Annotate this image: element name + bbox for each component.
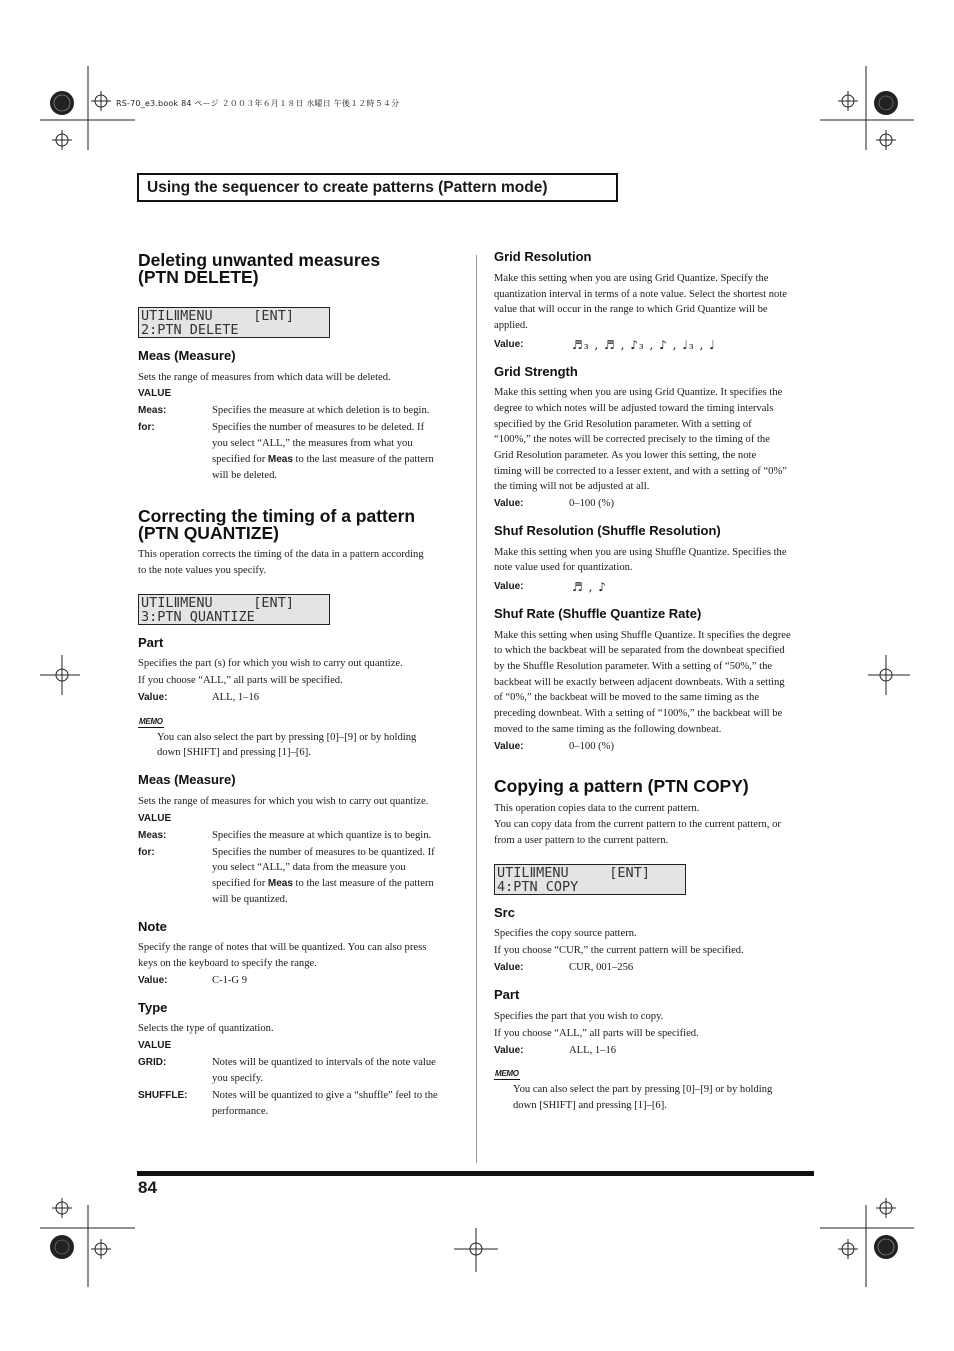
for-val-2: you select “ALL,” the measures from what you [212, 438, 413, 449]
param-heading: Note [138, 919, 167, 934]
for-key: for: [138, 847, 155, 858]
param-desc-4: backbeat will be exactly between adjacent downbeats. With a setting [494, 677, 785, 688]
note-values-icons: ♬ , ♪ [572, 580, 607, 594]
param-desc-3: value that will occur in the range to which Grid Quantize will be [494, 304, 768, 315]
for-val-3c: to the last measure of the pattern [292, 454, 434, 465]
param-desc-2: keys on the keyboard to specify the range. [138, 958, 317, 969]
param-desc-2: If you choose “CUR,” the current pattern will be specified. [494, 945, 744, 956]
lcd-line-1: UTILⅡMENU [ENT] [141, 595, 294, 611]
memo-text-1: You can also select the part by pressing [0]–[9] or by holding [513, 1084, 773, 1095]
meas-ref: Meas [267, 454, 293, 465]
shuffle-key: SHUFFLE: [138, 1090, 188, 1101]
lcd-line-2: 4:PTN COPY [497, 879, 579, 895]
for-val-4: will be quantized. [212, 894, 288, 905]
for-val-2: you select “ALL,” data from the measure you [212, 862, 406, 873]
page-number: 84 [138, 1178, 157, 1197]
section-title: Copying a pattern (PTN COPY) [494, 776, 749, 796]
note-values-icons: ♬₃ , ♬ , ♪₃ , ♪ , ♩₃ , ♩ [572, 338, 716, 352]
section-title-sub: (PTN DELETE) [138, 267, 259, 287]
param-desc-5: Grid Resolution parameter. As you lower this setting, the note [494, 450, 757, 461]
lcd-line-1: UTILⅡMENU [ENT] [141, 308, 294, 324]
section-title-sub: (PTN QUANTIZE) [138, 523, 279, 543]
param-heading: Grid Strength [494, 364, 578, 379]
lcd-display [138, 594, 330, 625]
memo-icon: MEMO [495, 1069, 519, 1078]
value-text: ALL, 1–16 [212, 692, 260, 703]
for-val-1: Specifies the number of measures to be deleted. If [212, 422, 425, 433]
value-text: ALL, 1–16 [569, 1045, 617, 1056]
param-desc-6: preceding downbeat. With a setting of “100%,” the backbeat will be [494, 708, 783, 719]
intro-2: to the note values you specify. [138, 565, 267, 576]
for-val-3a: specified for [212, 454, 268, 465]
param-desc-1: Specifies the part that you wish to copy. [494, 1011, 664, 1022]
value-key: Value: [494, 339, 524, 350]
param-desc-3: by the Shuffle Resolution parameter. With a setting of “50%,” the [494, 661, 773, 672]
intro-3: from a user pattern to the current pattern. [494, 835, 669, 846]
param-desc-1: Make this setting when you are using Shuffle Quantize. Specifies the [494, 547, 787, 558]
param-heading: Grid Resolution [494, 249, 592, 264]
for-key: for: [138, 422, 155, 433]
param-heading: Meas (Measure) [138, 772, 236, 787]
for-val-3 [212, 876, 434, 892]
param-desc-1: Specify the range of notes that will be quantized. You can also press [138, 942, 427, 953]
param-desc-4: applied. [494, 320, 528, 331]
value-label: VALUE [138, 1040, 172, 1051]
value-text: C-1-G 9 [212, 975, 248, 986]
param-desc-2: If you choose “ALL,” all parts will be specified. [494, 1028, 699, 1039]
param-desc-3: specified by the Grid Resolution parameter. With a setting of [494, 419, 752, 430]
memo-text-2: down [SHIFT] and pressing [1]–[6]. [157, 747, 311, 758]
value-text: 0–100 (%) [569, 741, 615, 752]
section-title: Correcting the timing of a pattern [138, 506, 416, 526]
param-desc-1: Specifies the copy source pattern. [494, 928, 637, 939]
meas-key: Meas: [138, 405, 167, 416]
value-key: Value: [138, 692, 168, 703]
meas-val: Specifies the measure at which deletion is to begin. [212, 405, 430, 416]
param-desc: Sets the range of measures for which you wish to carry out quantize. [138, 796, 429, 807]
param-desc-1: Make this setting when you are using Grid Quantize. It specifies the [494, 387, 783, 398]
for-val-3c: to the last measure of the pattern [292, 878, 434, 889]
print-job-header: RS-70_e3.book 84 ページ ２００３年６月１８日 水曜日 午後１２時５４分 [116, 99, 400, 108]
value-label: VALUE [138, 388, 172, 399]
param-desc-2: note value used for quantization. [494, 562, 633, 573]
param-desc-4: “100%,” the notes will be corrected precisely to the timing of the [494, 434, 770, 445]
memo-text-2: down [SHIFT] and pressing [1]–[6]. [513, 1100, 667, 1111]
meas-key: Meas: [138, 830, 167, 841]
intro-1: This operation corrects the timing of the data in a pattern according [138, 549, 424, 560]
param-heading: Src [494, 905, 515, 920]
for-val-3 [212, 452, 434, 468]
value-key: Value: [494, 581, 524, 592]
param-desc-2: degree to which notes will be adjusted toward the timing intervals [494, 403, 774, 414]
shuffle-val-2: performance. [212, 1106, 269, 1117]
column-divider [476, 255, 477, 1163]
memo-text-1: You can also select the part by pressing [0]–[9] or by holding [157, 732, 417, 743]
grid-val-1: Notes will be quantized to intervals of the note value [212, 1057, 436, 1068]
for-val-3a: specified for [212, 878, 268, 889]
param-heading: Shuf Rate (Shuffle Quantize Rate) [494, 606, 702, 621]
intro-2: You can copy data from the current pattern to the current pattern, or [494, 819, 781, 830]
param-desc-2: quantization interval in terms of a note value. Select the shortest note [494, 289, 788, 300]
intro-1: This operation copies data to the current pattern. [494, 803, 700, 814]
param-desc: Sets the range of measures from which data will be deleted. [138, 372, 391, 383]
value-text: 0–100 (%) [569, 498, 615, 509]
lcd-line-2: 2:PTN DELETE [141, 322, 239, 338]
shuffle-val-1: Notes will be quantized to give a “shuffle” feel to the [212, 1090, 438, 1101]
memo-icon: MEMO [139, 717, 163, 726]
value-key: Value: [494, 741, 524, 752]
value-text: CUR, 001–256 [569, 962, 634, 973]
param-desc-1: Make this setting when using Shuffle Quantize. It specifies the degree [494, 630, 791, 641]
param-heading: Part [138, 635, 164, 650]
lcd-line-1: UTILⅡMENU [ENT] [497, 865, 650, 881]
footer-rule [137, 1171, 814, 1176]
value-key: Value: [494, 498, 524, 509]
value-key: Value: [138, 975, 168, 986]
meas-val: Specifies the measure at which quantize is to begin. [212, 830, 432, 841]
param-desc-7: moved to the same timing as the following downbeat. [494, 724, 722, 735]
param-heading: Part [494, 987, 520, 1002]
param-heading: Meas (Measure) [138, 348, 236, 363]
param-desc-5: of “0%,” the backbeat will be moved to the same timing as the [494, 692, 760, 703]
value-key: Value: [494, 1045, 524, 1056]
param-desc-2: If you choose “ALL,” all parts will be specified. [138, 675, 343, 686]
value-key: Value: [494, 962, 524, 973]
param-desc-2: to which the backbeat will be separated from the downbeat specified [494, 645, 785, 656]
grid-key: GRID: [138, 1057, 167, 1068]
param-desc: Selects the type of quantization. [138, 1023, 274, 1034]
section-title: Deleting unwanted measures [138, 250, 381, 270]
param-desc-1: Make this setting when you are using Grid Quantize. Specify the [494, 273, 769, 284]
lcd-display [138, 307, 330, 338]
param-desc-1: Specifies the part (s) for which you wish to carry out quantize. [138, 658, 403, 669]
value-label: VALUE [138, 813, 172, 824]
lcd-line-2: 3:PTN QUANTIZE [141, 609, 255, 625]
param-heading: Shuf Resolution (Shuffle Resolution) [494, 523, 721, 538]
param-desc-7: the timing will not be adjusted at all. [494, 481, 650, 492]
for-val-1: Specifies the number of measures to be quantized. If [212, 847, 435, 858]
param-desc-6: timing will be corrected to a lesser extent, and with a setting of “0%” [494, 466, 787, 477]
meas-ref: Meas [267, 878, 293, 889]
lcd-display [494, 864, 686, 895]
grid-val-2: you specify. [212, 1073, 264, 1084]
chapter-banner: Using the sequencer to create patterns (Pattern mode) [137, 173, 618, 202]
param-heading: Type [138, 1000, 168, 1015]
for-val-4: will be deleted. [212, 470, 278, 481]
